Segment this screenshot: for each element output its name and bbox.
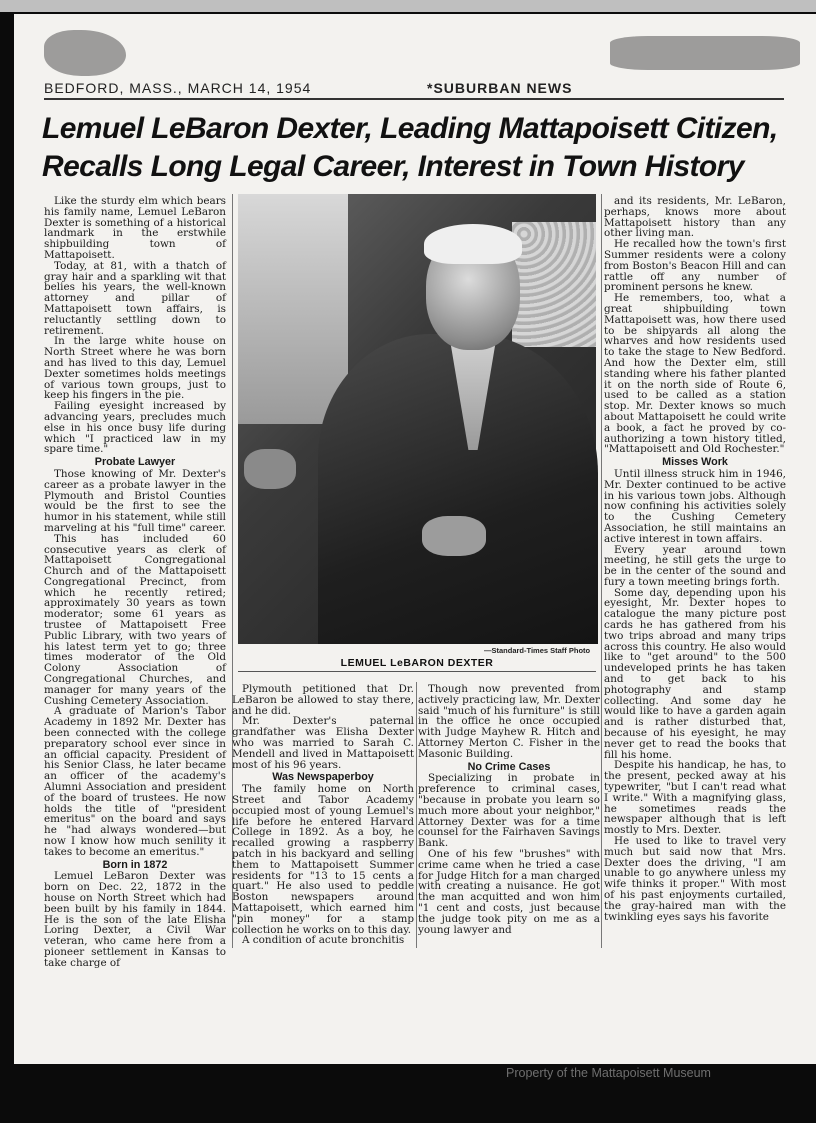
headline bbox=[42, 110, 802, 186]
article-column-3 bbox=[418, 684, 600, 948]
article-column-2 bbox=[232, 684, 414, 948]
newspaper-clipping bbox=[14, 14, 816, 1064]
paragraph: Every year around town meeting, he still gets the urge to be in the center of the sound and fury a town meeting brings forth. bbox=[604, 543, 786, 588]
section-label: *SUBURBAN NEWS bbox=[427, 80, 573, 96]
column-rule bbox=[416, 682, 417, 948]
paragraph: Some day, depending upon his eyesight, Mr. Dexter hopes to catalogue the many picture post cards he has gathered from his two trips abroad and many trips across this country. He also would like to "get around" to the 500 undeveloped prints he has taken and to get back to his photography and stamp collecting. And some day he would like to have a garden again and is rather disturbed that, because of his eyesight, he may never get to read the books that fill his home. bbox=[604, 586, 786, 761]
paragraph: In the large white house on North Street where he was born and has lived to this day, Lemuel Dexter sometimes holds meetings of various town groups, just to keep his fingers in the pie. bbox=[44, 335, 226, 402]
paragraph: Failing eyesight increased by advancing years, precludes much else in his once busy life during which "I practiced law in my spare time." bbox=[44, 400, 226, 456]
paragraph: and its residents, Mr. LeBaron, perhaps, knows more about Mattapoisett history than any other living man. bbox=[604, 195, 786, 240]
subhead: Probate Lawyer bbox=[94, 456, 176, 469]
paragraph: He remembers, too, what a great shipbuilding town Mattapoisett was, how there used to be shipyards all along the wharves and how residents used to take the stage to New Bedford. And how the Dexter elm, still standing where his father planted it on the north side of Route 6, used to be called as a station stop. Mr. Dexter knows so much about Mattapoisett he could write a book, a fact he proved by co-authorizing a town history titled, "Mattapoisett and Old Rochester." bbox=[604, 292, 786, 456]
subhead: Misses Work bbox=[662, 456, 728, 469]
paragraph: Plymouth petitioned that Dr. LeBaron be allowed to stay there, and he did. bbox=[232, 683, 414, 717]
portrait-photo bbox=[238, 194, 596, 644]
masthead-rule bbox=[44, 98, 784, 100]
photo-figure-hair bbox=[424, 224, 522, 264]
photo-lace-curtain bbox=[512, 222, 596, 347]
subhead: No Crime Cases bbox=[467, 760, 551, 773]
article-column-4 bbox=[604, 196, 786, 948]
headline-line-2: Recalls Long Legal Career, Interest in Town History bbox=[42, 150, 744, 183]
paragraph: The family home on North Street and Tabor Academy occupied most of young Lemuel's life before he entered Harvard College in 1892. As a boy, he recalled growing a raspberry patch in his backyard and selling them to Mattapoisett Summer residents for "13 to 15 cents a quart." He also used to peddle Boston newspapers around Mattapoisett, which earned him "pin money" for a stamp collection he works on to this day. bbox=[232, 783, 414, 936]
paragraph: A condition of acute bronchitis bbox=[242, 934, 405, 947]
article-column-1 bbox=[44, 195, 226, 969]
photo-figure-hand bbox=[422, 516, 486, 556]
paragraph: Like the sturdy elm which bears his family name, Lemuel LeBaron Dexter is something of a historical landmark in the erstwhile shipbuilding town of Mattapoisett. bbox=[44, 195, 226, 261]
paragraph: One of his few "brushes" with crime came when he tried a case for Judge Hitch for a man charged with creating a nuisance. He got the man acquitted and won him "1 cent and costs, just because the judge took pity on me as a young lawyer and bbox=[418, 847, 600, 936]
ink-smudge bbox=[44, 30, 126, 76]
paragraph: He used to like to travel very much but said now that Mrs. Dexter does the driving, "I am unable to go anywhere unless my wife thinks it proper." With most of his past enjoyments curtailed, the gray-haired man with the twinkling eyes says his favorite bbox=[604, 835, 786, 923]
dateline-text: BEDFORD, MASS., MARCH 14, 1954 bbox=[44, 80, 312, 96]
paragraph: This has included 60 consecutive years as clerk of Mattapoisett Congregational Church and of the Mattapoisett Congregational Precinct, from which he recently retired; approximately 30 years as town moderator; some 61 years as trustee of Mattapoisett Free Public Library, with two years of his latest term yet to go; three times moderator of the Old Colony Association of Congregational Churches, and manager for many years of the Cushing Cemetery Association. bbox=[44, 532, 226, 707]
paragraph: Lemuel LeBaron Dexter was born on Dec. 22, 1872 in the house on North Street which had been built by his family in 1844. He is the son of the late Elisha Loring Dexter, a Civil War veteran, who came here from a pioneer settlement in Kansas to take charge of bbox=[44, 870, 226, 969]
museum-watermark: Property of the Mattapoisett Museum bbox=[506, 1066, 711, 1080]
column-rule bbox=[601, 194, 602, 948]
paragraph: Those knowing of Mr. Dexter's career as a probate lawyer in the Plymouth and Bristol Counties would be the first to see the humor in his statement, while still marveling at his "full time" career. bbox=[44, 467, 226, 534]
paragraph: He recalled how the town's first Summer residents were a colony from Boston's Beacon Hill and can rattle off any number of prominent persons he knew. bbox=[604, 238, 786, 294]
photo-figure-hand bbox=[244, 449, 296, 489]
ink-smudge bbox=[610, 36, 800, 70]
paragraph: Despite his handicap, he has, to the present, pecked away at his typewriter, "but I can't read what I write." With a magnifying glass, he sometimes reads the newspaper although that is left mostly to Mrs. Dexter. bbox=[604, 759, 786, 837]
headline-line-1: Lemuel LeBaron Dexter, Leading Mattapoisett Citizen, bbox=[42, 112, 778, 145]
photo-window bbox=[238, 194, 348, 424]
caption-rule bbox=[238, 671, 596, 672]
paragraph: Until illness struck him in 1946, Mr. Dexter continued to be active in his various town jobs. Although now confining his activities solely to the Cushing Cemetery Association, he still maintains an active interest in town affairs. bbox=[604, 467, 786, 545]
paragraph: Specializing in probate in preference to criminal cases, "because in probate you learn so much more about your neighbor," Attorney Dexter was for a time counsel for the Fairhaven Savings Bank. bbox=[418, 772, 600, 850]
paragraph: Mr. Dexter's paternal grandfather was Elisha Dexter who was married to Sarah C. Mendell and lived in Mattapoisett most of his 96 years. bbox=[232, 715, 414, 771]
photo-caption: LEMUEL LeBARON DEXTER bbox=[340, 657, 494, 669]
dateline bbox=[44, 80, 784, 96]
subhead: Was Newspaperboy bbox=[272, 771, 374, 784]
paragraph: A graduate of Marion's Tabor Academy in 1892 Mr. Dexter has been connected with the college preparatory school ever since in an official capacity. President of his Senior Class, he later became an officer of the academy's Alumni Association and president of the board of trustees. He now holds the title of "president emeritus" on the board and says he "had always wondered—but now I know how much senility it takes to become an emeritus." bbox=[44, 705, 226, 858]
subhead: Born in 1872 bbox=[102, 858, 168, 871]
paragraph: Today, at 81, with a thatch of gray hair and a sparkling wit that belies his years, the well-known attorney and pillar of Mattapoisett town affairs, is reluctantly settling down to retirement. bbox=[44, 259, 226, 337]
paragraph: Though now prevented from actively practicing law, Mr. Dexter said "much of his furniture" is still in the office he once occupied with Judge Mayhew R. Hitch and Attorney Merton C. Fisher in the Masonic Building. bbox=[418, 683, 600, 760]
scan-top-border bbox=[0, 0, 816, 12]
photo-credit: —Standard-Times Staff Photo bbox=[484, 646, 591, 655]
